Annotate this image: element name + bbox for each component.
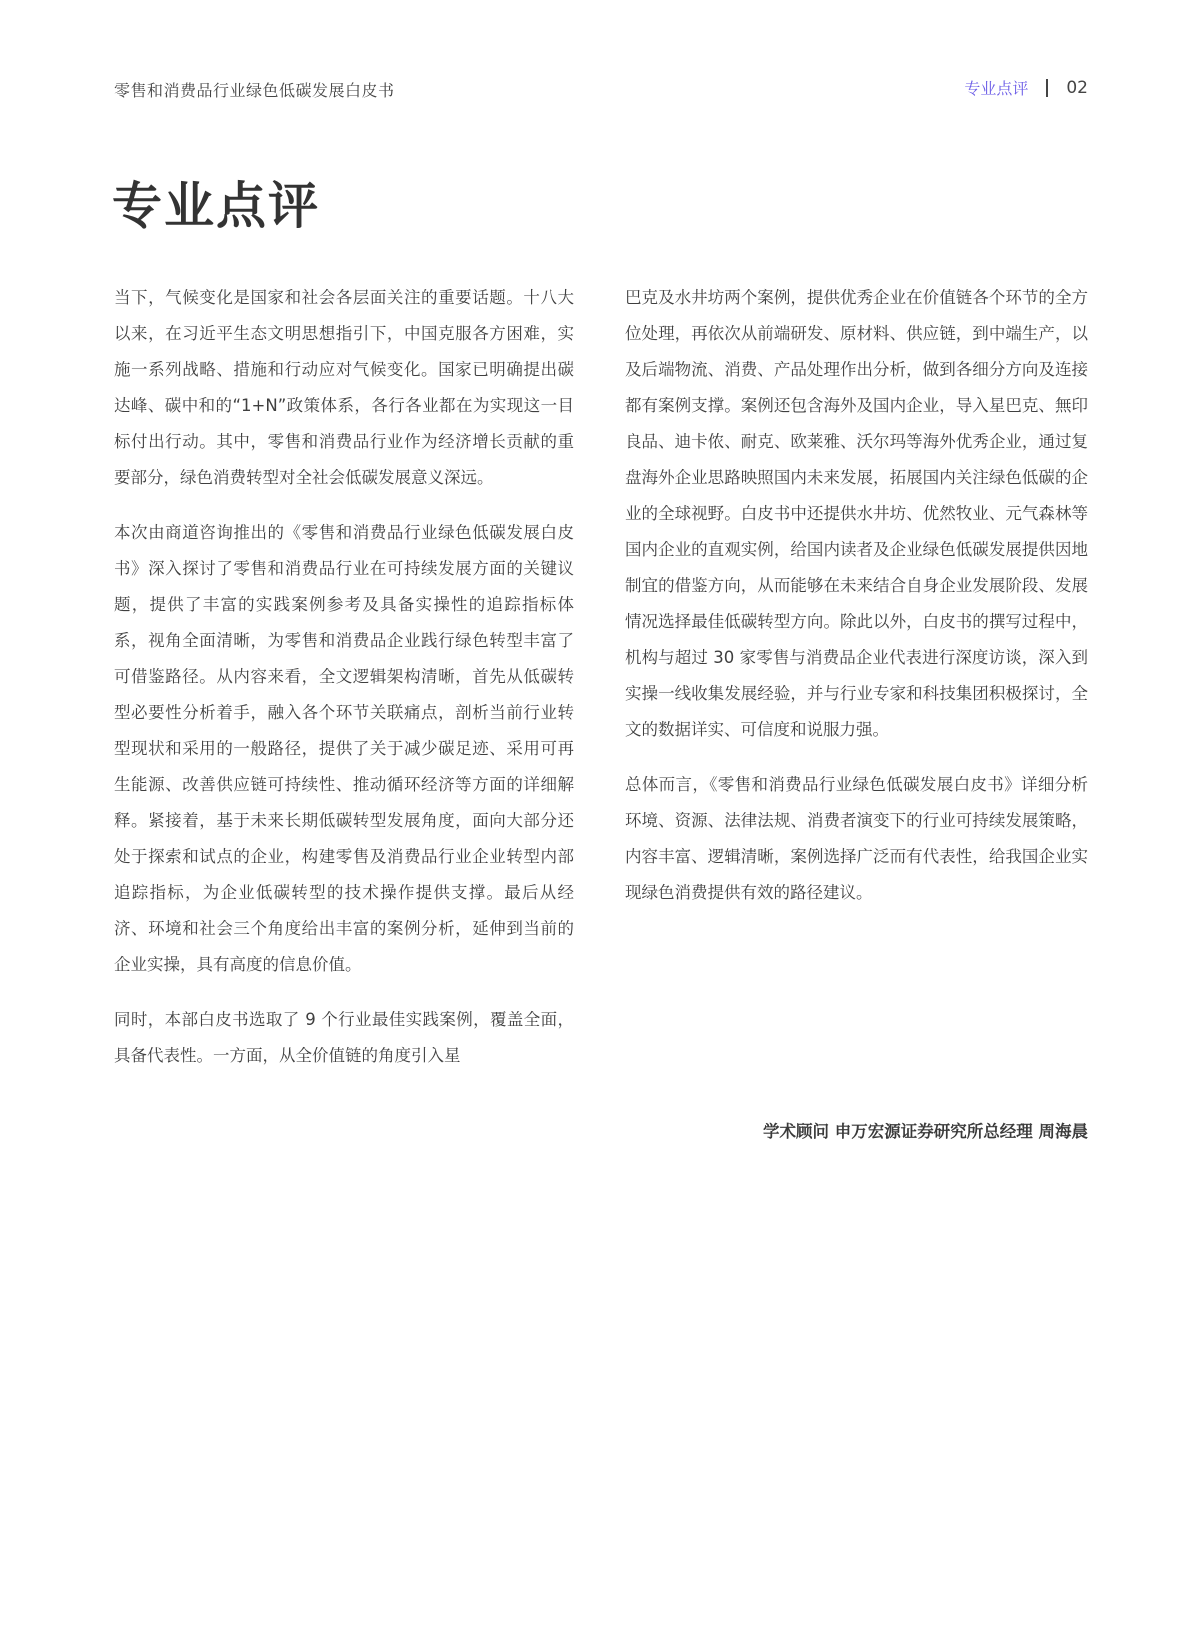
paragraph: 同时，本部白皮书选取了 9 个行业最佳实践案例，覆盖全面，具备代表性。一方面，从全价值链的角度引入星 <box>114 1010 574 1065</box>
paragraph: 总体而言，《零售和消费品行业绿色低碳发展白皮书》详细分析环境、资源、法律法规、消费者演变下的行业可持续发展策略，内容丰富、逻辑清晰，案例选择广泛而有代表性，给我国企业实现绿色消费提供有效的路径建议。 <box>625 775 1088 902</box>
page-title: 专业点评 <box>112 177 320 235</box>
paragraph: 巴克及水井坊两个案例，提供优秀企业在价值链各个环节的全方位处理，再依次从前端研发、原材料、供应链，到中端生产，以及后端物流、消费、产品处理作出分析，做到各细分方向及连接都有案例支撑。案例还包含海外及国内企业，导入星巴克、無印良品、迪卡侬、耐克、欧莱雅、沃尔玛等海外优秀企业，通过复盘海外企业思路映照国内未来发展，拓展国内关注绿色低碳的企业的全球视野。白皮书中还提供水井坊、优然牧业、元气森林等国内企业的直观实例，给国内读者及企业绿色低碳发展提供因地制宜的借鉴方向，从而能够在未来结合自身企业发展阶段、发展情况选择最佳低碳转型方向。除此以外，白皮书的撰写过程中，机构与超过 30 家零售与消费品企业代表进行深度访谈，深入到实操一线收集发展经验，并与行业专家和科技集团积极探讨，全文的数据详实、可信度和说服力强。 <box>625 288 1088 739</box>
paragraph: 本次由商道咨询推出的《零售和消费品行业绿色低碳发展白皮书》深入探讨了零售和消费品行业在可持续发展方面的关键议题，提供了丰富的实践案例参考及具备实操性的追踪指标体系，视角全面清晰，为零售和消费品企业践行绿色转型丰富了可借鉴路径。从内容来看，全文逻辑架构清晰，首先从低碳转型必要性分析着手，融入各个环节关联痛点，剖析当前行业转型现状和采用的一般路径，提供了关于减少碳足迹、采用可再生能源、改善供应链可持续性、推动循环经济等方面的详细解释。紧接着，基于未来长期低碳转型发展角度，面向大部分还处于探索和试点的企业，构建零售及消费品行业企业转型内部追踪指标，为企业低碳转型的技术操作提供支撑。最后从经济、环境和社会三个角度给出丰富的案例分析，延伸到当前的企业实操，具有高度的信息价值。 <box>114 523 574 974</box>
right-column <box>625 280 1088 930</box>
running-header-right <box>964 76 1088 99</box>
paragraph: 当下，气候变化是国家和社会各层面关注的重要话题。十八大以来，在习近平生态文明思想指引下，中国克服各方困难，实施一系列战略、措施和行动应对气候变化。国家已明确提出碳达峰、碳中和的“1+N”政策体系，各行各业都在为实现这一目标付出行动。其中，零售和消费品行业作为经济增长贡献的重要部分，绿色消费转型对全社会低碳发展意义深远。 <box>114 288 574 487</box>
page-number: 02 <box>1066 77 1088 98</box>
left-column <box>114 280 574 1093</box>
running-header-title: 零售和消费品行业绿色低碳发展白皮书 <box>114 81 395 100</box>
header-divider <box>1046 79 1048 97</box>
signature: 学术顾问 申万宏源证券研究所总经理 周海晨 <box>763 1122 1088 1141</box>
section-label: 专业点评 <box>964 79 1029 98</box>
